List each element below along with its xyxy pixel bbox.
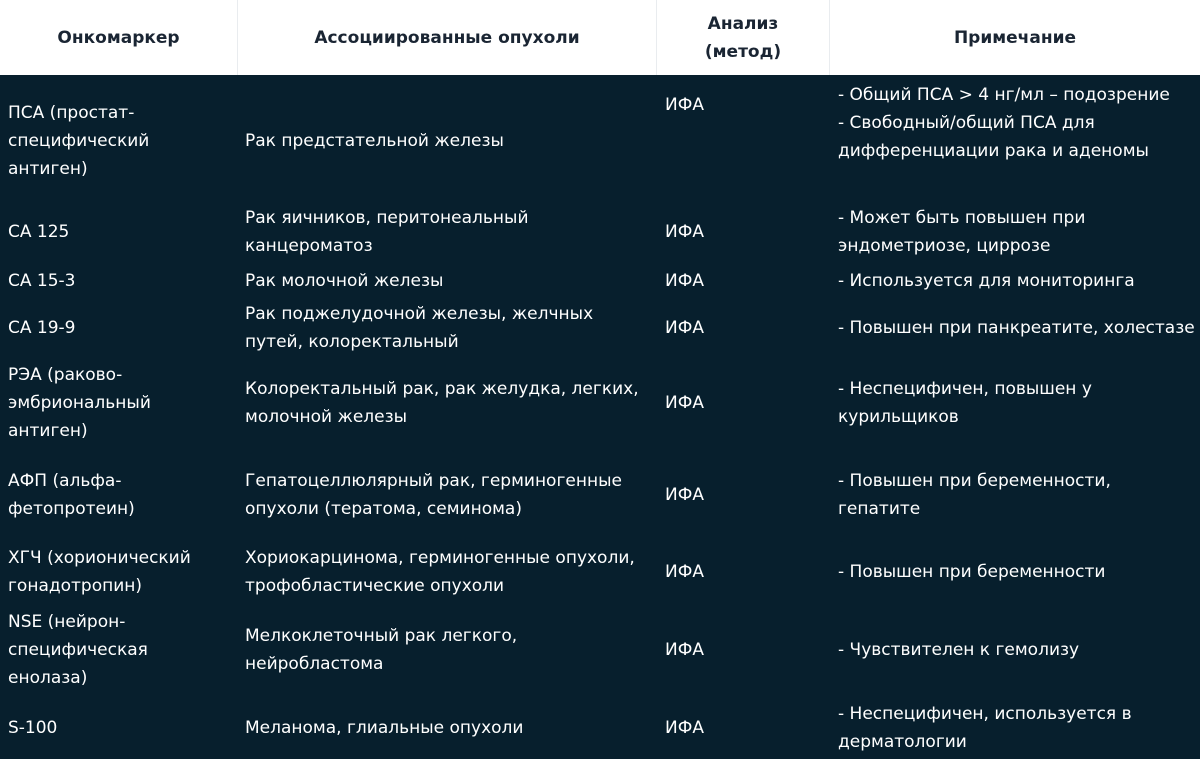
cell-marker: S-100 [8,718,58,738]
cell-method: ИФА [665,392,704,413]
note-line: - Может быть повышен при эндометриозе, циррозе [838,207,1086,256]
cell-method: ИФА [665,640,704,660]
cell-tumors: Рак поджелудочной железы, желчных путей, колоректальный [245,303,594,352]
cell-marker: CA 125 [8,221,70,242]
cell-marker: ПСА (простат-специфический антиген) [8,102,150,179]
cell-method: ИФА [665,484,704,505]
table-row [0,541,1200,603]
cell-notes [830,697,1200,759]
table-row [0,75,1200,200]
note-line: - Используется для мониторинга [838,270,1135,291]
header-marker: Онкомаркер [0,0,238,75]
table-body [0,75,1200,759]
table-row [0,263,1200,298]
cell-tumors: Гепатоцеллюлярный рак, герминогенные опухоли (тератома, семинома) [245,470,622,519]
table-row [0,357,1200,448]
table-header [0,0,1200,75]
header-method-line1: Анализ [707,13,779,34]
cell-notes [830,603,1200,697]
cell-method: ИФА [665,718,704,738]
cell-notes [830,448,1200,541]
note-line: - Свободный/общий ПСА для дифференциации рака и аденомы [838,113,1149,161]
cell-notes [830,200,1200,263]
header-notes: Примечание [953,27,1077,48]
cell-method: ИФА [665,270,704,291]
note-line: - Неспецифичен, используется в дерматологии [838,704,1132,752]
table-row [0,697,1200,759]
header-tumors: Ассоциированные опухоли [238,0,657,75]
header-method-line2: (метод) [704,41,782,62]
cell-marker: ХГЧ (хорионический гонадотропин) [8,548,191,596]
note-line: - Общий ПСА > 4 нг/мл – подозрение [838,85,1170,105]
cell-method: ИФА [665,221,704,242]
table-row [0,298,1200,357]
cell-tumors: Мелкоклеточный рак легкого, нейробластома [245,626,518,674]
cell-marker: NSE (нейрон-специфическая енолаза) [8,612,148,688]
note-line: - Неспецифичен, повышен у курильщиков [838,378,1092,427]
cell-method: ИФА [665,317,704,338]
cell-notes [830,541,1200,603]
header-method [657,0,830,75]
cell-tumors: Рак молочной железы [245,270,444,291]
cell-marker: РЭА (раково-эмбриональный антиген) [8,364,151,441]
cell-notes [830,357,1200,448]
cell-marker: CA 19-9 [8,317,76,338]
cell-tumors: Рак яичников, перитонеальный канцероматоз [245,207,529,256]
cell-tumors: Меланома, глиальные опухоли [245,718,524,738]
table-row [0,200,1200,263]
note-line: - Повышен при панкреатите, холестазе [838,317,1195,338]
cell-notes [830,81,1200,200]
cell-notes [830,263,1200,298]
cell-notes [830,298,1200,357]
cell-marker: АФП (альфа-фетопротеин) [8,470,135,519]
cell-tumors: Колоректальный рак, рак желудка, легких, молочной железы [245,378,639,427]
cell-tumors: Рак предстательной железы [245,130,504,151]
cell-tumors: Хориокарцинома, герминогенные опухоли, трофобластические опухоли [245,548,635,596]
note-line: - Чувствителен к гемолизу [838,640,1080,660]
note-line: - Повышен при беременности, гепатите [838,470,1111,519]
table-row [0,448,1200,541]
note-line: - Повышен при беременности [838,562,1106,582]
cell-method: ИФА [665,95,704,115]
cell-marker: CA 15-3 [8,270,76,291]
table-row [0,603,1200,697]
cell-method: ИФА [665,562,704,582]
